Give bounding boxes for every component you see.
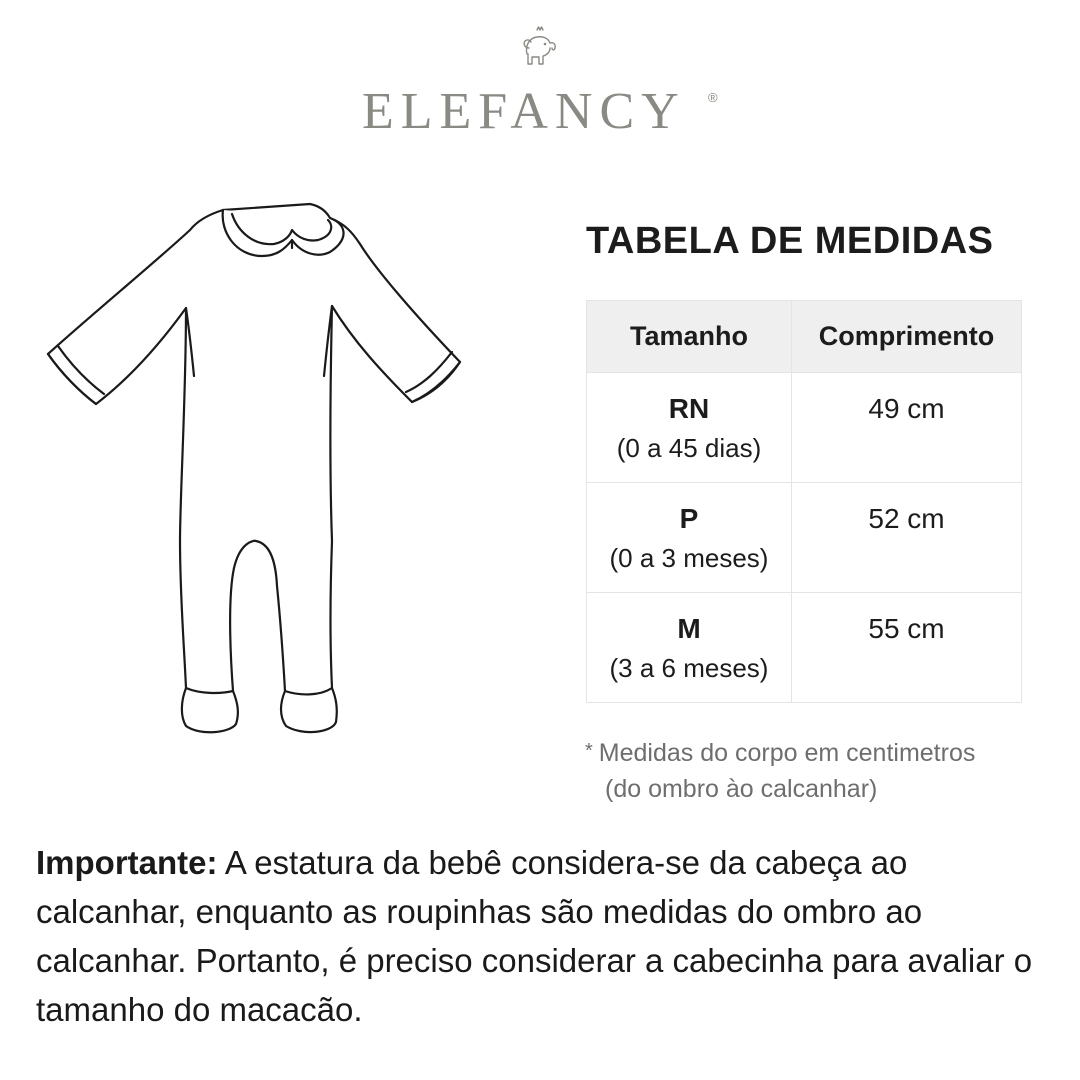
size-name: RN: [668, 393, 710, 424]
size-age: (3 a 6 meses): [609, 653, 769, 683]
footnote: [585, 736, 975, 806]
length-cell: [792, 483, 1022, 593]
size-age: (0 a 3 meses): [609, 543, 769, 573]
size-age: (0 a 45 dias): [616, 433, 762, 463]
footnote-line-1: Medidas do corpo em centimetros: [598, 739, 976, 767]
size-cell: [587, 593, 792, 703]
footnote-asterisk: *: [585, 740, 593, 762]
size-length: 52 cm: [868, 503, 945, 534]
table-row: [587, 483, 1022, 593]
size-table: [586, 300, 1022, 703]
table-header-row: [587, 301, 1022, 373]
length-cell: [792, 593, 1022, 703]
registered-mark: ®: [708, 90, 718, 105]
length-cell: [792, 373, 1022, 483]
table-row: [587, 593, 1022, 703]
size-name: M: [677, 613, 701, 644]
size-cell: [587, 483, 792, 593]
size-length: 49 cm: [868, 393, 945, 424]
brand-logo: [0, 24, 1080, 140]
baby-romper-icon: [40, 196, 560, 741]
important-label: Importante:: [36, 844, 218, 881]
table-title: TABELA DE MEDIDAS: [586, 220, 994, 262]
brand-name: ELEFANCY: [362, 83, 686, 140]
header-length: Comprimento: [792, 301, 1022, 373]
footnote-line-2: (do ombro ào calcanhar): [605, 775, 878, 803]
header-size: Tamanho: [587, 301, 792, 373]
size-length: 55 cm: [868, 613, 945, 644]
table-row: [587, 373, 1022, 483]
important-text: A estatura da bebê considera-se da cabeça ao calcanhar, enquanto as roupinhas são medidas do ombro ao calcanhar. Portanto, é preciso considerar a cabecinha para avaliar o tamanho do macacão.: [36, 844, 1033, 1028]
size-cell: [587, 373, 792, 483]
elephant-icon: [517, 24, 563, 70]
size-name: P: [679, 503, 699, 534]
important-note: [36, 838, 1046, 1034]
